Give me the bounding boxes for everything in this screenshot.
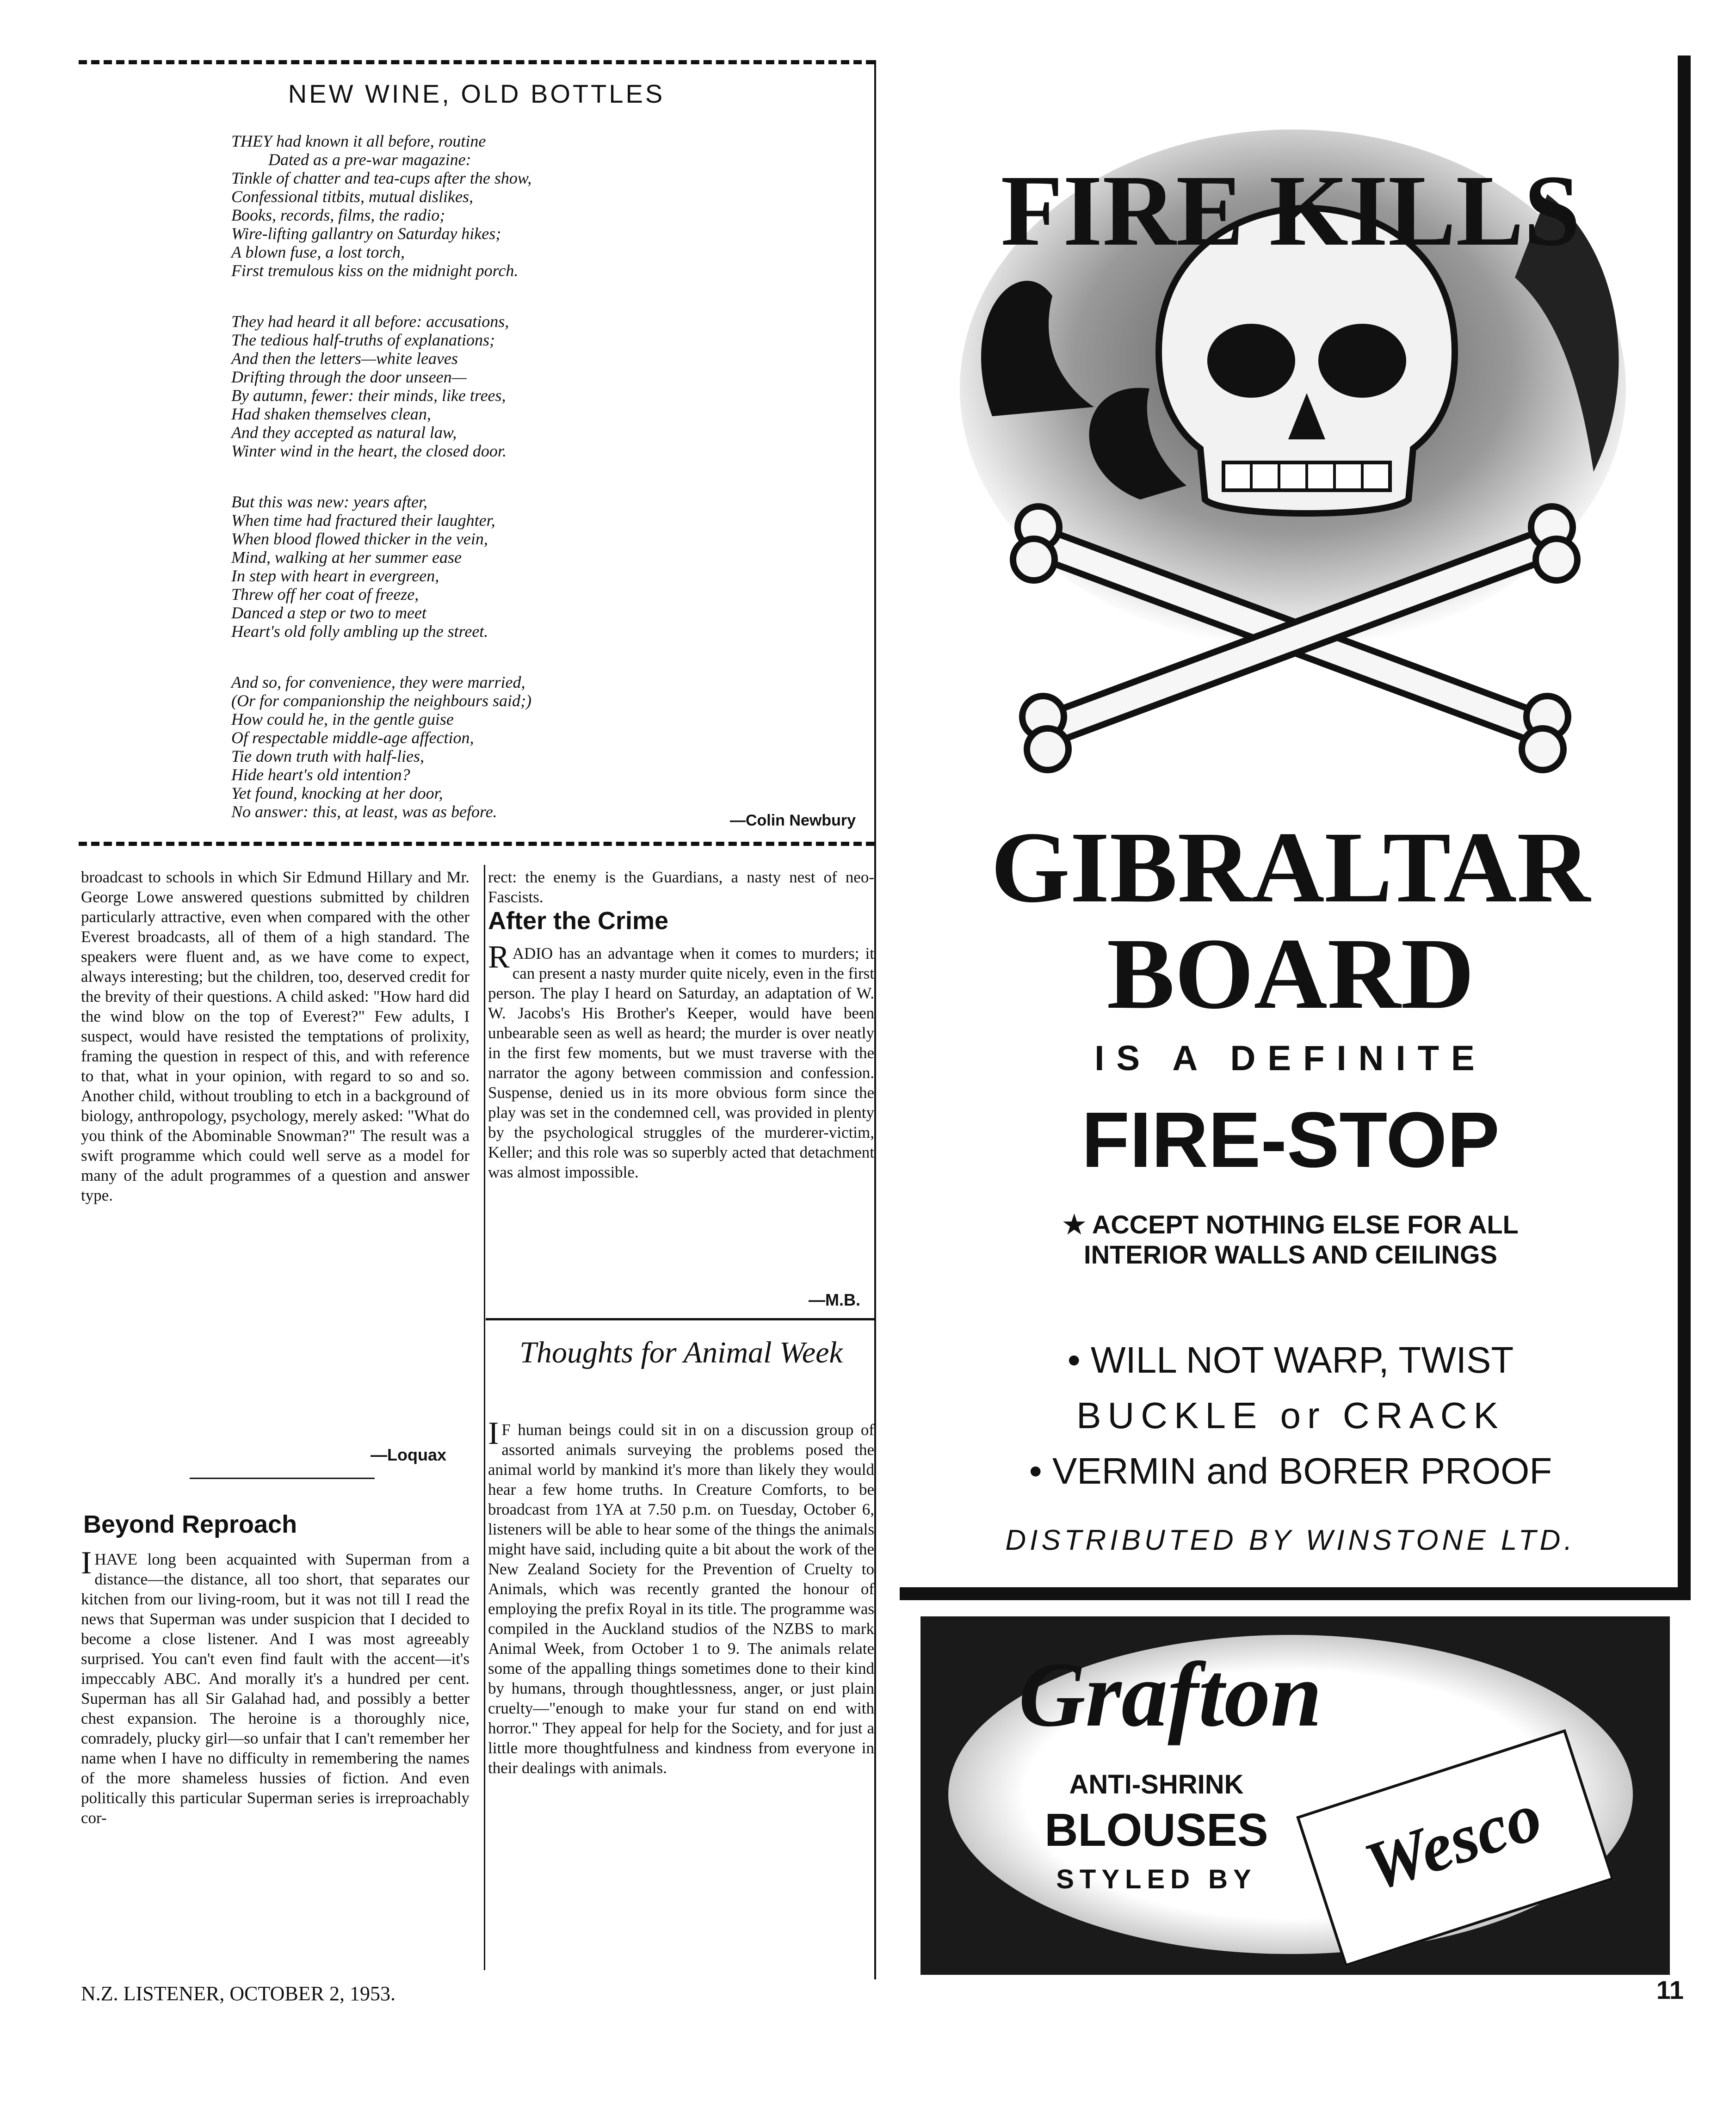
beyond-heading: Beyond Reproach <box>83 1510 297 1538</box>
grafton-brand: Grafton <box>1019 1644 1322 1746</box>
fire-stop-title: FIRE-STOP <box>1081 1096 1500 1184</box>
poem-author: —Colin Newbury <box>729 812 856 829</box>
claim-definite: IS A DEFINITE <box>1094 1039 1487 1078</box>
poem-line: They had heard it all before: accusations, <box>231 312 509 331</box>
crime-heading: After the Crime <box>488 907 669 935</box>
poem-line: Wire-lifting gallantry on Saturday hikes; <box>231 224 501 243</box>
col1-signature: —Loquax <box>370 1445 446 1464</box>
styled-by-line: STYLED BY <box>1056 1864 1257 1894</box>
brand-gibraltar: GIBRALTAR <box>991 811 1590 924</box>
poem-bottom-border <box>79 842 874 846</box>
brand-board: BOARD <box>1106 917 1475 1030</box>
poem-line: THEY had known it all before, routine <box>231 132 486 150</box>
poem-line: When blood flowed thicker in the vein, <box>231 530 488 548</box>
poem-line: And so, for convenience, they were married, <box>231 673 525 691</box>
poem-line: Yet found, knocking at her door, <box>231 784 443 802</box>
fire-kills-headline: FIRE KILLS <box>1001 154 1581 267</box>
section-divider <box>486 1318 874 1320</box>
poem-stanza-4 <box>231 673 717 821</box>
poem-line: And then the letters—white leaves <box>231 349 458 368</box>
poem-line: But this was new: years after, <box>231 493 427 511</box>
col2-continuation <box>488 867 874 907</box>
poem-line: Dated as a pre-war magazine: <box>268 150 471 169</box>
poem-line: A blown fuse, a lost torch, <box>231 243 405 261</box>
blouses-line: BLOUSES <box>1044 1804 1268 1856</box>
poem-line: The tedious half-truths of explanations; <box>231 331 495 349</box>
short-divider <box>190 1478 375 1479</box>
feature-bullet-1b: BUCKLE or CRACK <box>1076 1395 1505 1436</box>
column-rule <box>484 865 485 1970</box>
dropcap: R <box>488 939 510 975</box>
distributor: DISTRIBUTED BY WINSTONE LTD. <box>1005 1524 1576 1556</box>
poem-line: Of respectable middle-age affection, <box>231 728 474 747</box>
dropcap: I <box>488 1416 499 1451</box>
poem-line: How could he, in the gentle guise <box>231 710 454 728</box>
accept-line-2: INTERIOR WALLS AND CEILINGS <box>1084 1240 1497 1269</box>
ad-border-bottom <box>900 1587 1691 1600</box>
poem-line: Books, records, films, the radio; <box>231 206 445 224</box>
animal-heading: Thoughts for Animal Week <box>519 1336 843 1369</box>
animal-article <box>488 1416 874 1778</box>
feature-bullet-1: • WILL NOT WARP, TWIST <box>1067 1339 1514 1381</box>
column-rule-ad <box>874 60 876 1979</box>
grafton-ad <box>921 1616 1670 1975</box>
dropcap: I <box>81 1545 92 1581</box>
fire-ad <box>900 55 1691 1600</box>
col1-body: broadcast to schools in which Sir Edmund Hillary and Mr. George Lowe answered questions submitted by children particularly attractive, even when compared with the other Everest broadcasts, all of them of a high standard. The speakers were fluent and, as we have come to expect, always interesting; but the children, too, deserved credit for the brevity of their questions. A child asked: "How hard did the wind blow on the top of Everest?" Few adults, I suspect, would have resisted the temptations of prolixity, framing the question in respect of this, and with reference to that, what in your opinion, with regard to so and so. Another child, without troubling to etch in a background of biology, anthropology, psychology, merely asked: "What do you think of the Abominable Snowman?" The result was a swift programme which could well serve as a model for many of the adult programmes of a question and answer type. <box>81 868 470 1204</box>
poem-line: No answer: this, at least, was as before. <box>231 802 497 821</box>
beyond-article <box>81 1545 470 1828</box>
animal-body: F human beings could sit in on a discussion group of assorted animals surveying the problems posed the animal world by mankind it's more than likely they would hear a few home truths. In Creature Comforts, to be broadcast from 1YA at 7.50 p.m. on Tuesday, October 6, listeners will be able to hear some of the things the animals might have said, including quite a bit about the work of the New Zealand Society for the Prevention of Cruelty to Animals, which was recently granted the honour of employing the prefix Royal in its title. The programme was compiled in the Auckland studios of the NZBS to mark Animal Week, from October 1 to 9. The animals relate some of the appalling things sometimes done to their kind by humans, through thoughtlessness, anger, or just plain cruelty—"enough to make your fur stand on end with horror." They appeal for help for the Society, and for just a little more thoughtfulness and kindness from everyone in their dealings with animals. <box>488 1421 874 1777</box>
poem-line: First tremulous kiss on the midnight porch. <box>231 261 519 280</box>
beyond-body: HAVE long been acquainted with Superman from a distance—the distance, all too short, that separates our kitchen from our living-room, but it was not till I read the news that Superman was under suspicion that I decided to become a close listener. And I was most agreeably surprised. You can't even find fault with the accent—it's impeccably ABC. And morally it's a hundred per cent. Superman has all Sir Galahad had, and possibly a better chest expansion. The heroine is a thoroughly nice, comradely, plucky girl—so unfair that I can't remember her name when I have no difficulty in remembering the names of the more shameless hussies of fiction. And even politically this particular Superman series is irreproachably cor- <box>81 1550 470 1827</box>
poem-stanza-1 <box>231 132 717 280</box>
poem-line: Threw off her coat of freeze, <box>231 585 419 604</box>
feature-bullet-2: • VERMIN and BORER PROOF <box>1029 1450 1552 1492</box>
poem-line: Drifting through the door unseen— <box>231 368 467 386</box>
crime-body: ADIO has an advantage when it comes to murders; it can present a nasty murder quite nicely, even in the first person. The play I heard on Saturday, an adaptation of W. W. Jacobs's His Brother's Keeper, would have been unbearable seen as well as heard; the murder is over neatly in the first few moments, but we must traverse with the narrator the agony between commission and confession. Suspense, denied us in its more obvious form since the play was set in the condemned cell, was provided in plenty by the psychological struggles of the murderer-victim, Keller; and this role was so superbly acted that detachment was almost impossible. <box>488 944 874 1181</box>
poem-line: Tie down truth with half-lies, <box>231 747 425 765</box>
poem-line: Mind, walking at her summer ease <box>231 548 462 567</box>
poem-line: Had shaken themselves clean, <box>231 405 431 423</box>
poem-line: Tinkle of chatter and tea-cups after the show, <box>231 169 532 187</box>
poem-top-border <box>79 60 874 64</box>
footer-publication: N.Z. LISTENER, OCTOBER 2, 1953. <box>81 1982 395 2005</box>
page-number: 11 <box>1656 1975 1684 2004</box>
poem-line: Confessional titbits, mutual dislikes, <box>231 187 474 206</box>
crime-article <box>488 939 874 1182</box>
poem-line: Danced a step or two to meet <box>231 604 426 622</box>
poem-stanza-3 <box>231 493 717 641</box>
poem-line: By autumn, fewer: their minds, like trees, <box>231 386 506 405</box>
poem-line: (Or for companionship the neighbours said;) <box>231 691 531 710</box>
poem-stanza-2 <box>231 312 717 460</box>
accept-line-1: ★ ACCEPT NOTHING ELSE FOR ALL <box>1063 1210 1519 1239</box>
wesco-label: Wesco <box>1355 1777 1551 1906</box>
poem-line: Winter wind in the heart, the closed door. <box>231 442 507 460</box>
poem-line: Heart's old folly ambling up the street. <box>231 622 488 641</box>
poem-line: And they accepted as natural law, <box>231 423 457 442</box>
crime-signature: —M.B. <box>809 1290 860 1309</box>
col2-cont: rect: the enemy is the Guardians, a nasty nest of neo-Fascists. <box>488 868 874 906</box>
poem-line: Hide heart's old intention? <box>231 765 410 784</box>
poem-title: NEW WINE, OLD BOTTLES <box>288 79 665 108</box>
anti-shrink-line: ANTI-SHRINK <box>1069 1769 1244 1800</box>
poem-line: When time had fractured their laughter, <box>231 511 495 530</box>
col1-article <box>81 867 470 1205</box>
poem-line: In step with heart in evergreen, <box>231 567 439 585</box>
